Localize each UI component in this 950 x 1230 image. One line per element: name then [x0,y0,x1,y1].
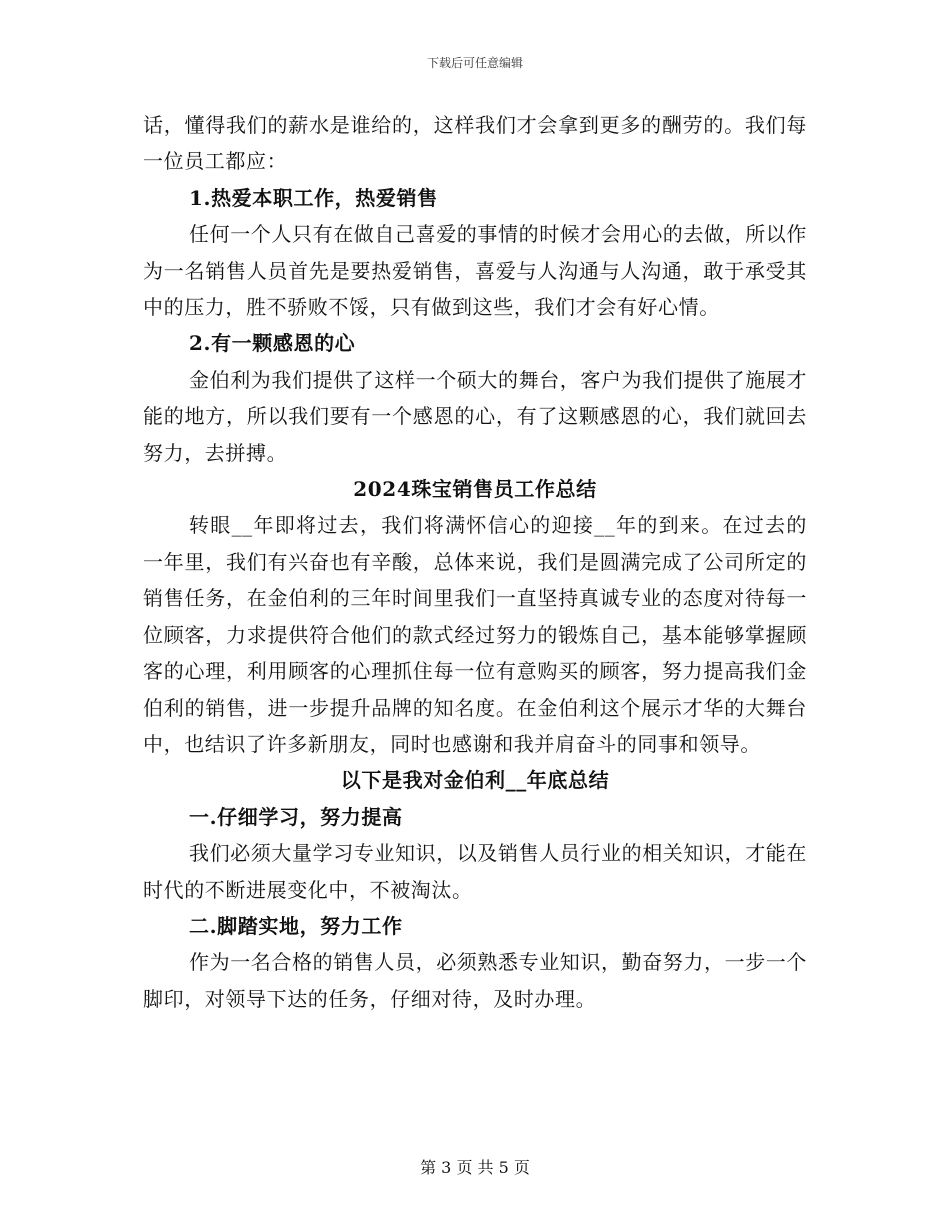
section-heading: 1.热爱本职工作，热爱销售 [189,185,438,210]
page-footer: 第 3 页 共 5 页 [420,1158,530,1177]
section-heading: 二.脚踏实地，努力工作 [189,913,403,938]
paragraph: 任何一个人只有在做自己喜爱的事情的时候才会用心的去做，所以作为一名销售人员首先是要热爱销售，喜爱与人沟通与人沟通，敢于承受其中的压力，胜不骄败不馁，只有做到这些，我们才会有好心情。 [143,222,807,320]
paragraph: 话，懂得我们的薪水是谁给的，这样我们才会拿到更多的酬劳的。我们每一位员工都应： [143,113,807,174]
section-heading: 一.仔细学习，努力提高 [189,804,403,829]
page-header: 下载后可任意编辑 [426,56,523,70]
paragraph: 作为一名合格的销售人员，必须熟悉专业知识，勤奋努力，一步一个脚印，对领导下达的任务，仔细对待，及时办理。 [143,950,807,1011]
paragraph: 金伯利为我们提供了这样一个硕大的舞台，客户为我们提供了施展才能的地方，所以我们要有一个感恩的心，有了这颗感恩的心，我们就回去努力，去拼搏。 [143,367,807,465]
document-title: 2024珠宝销售员工作总结 [353,477,597,502]
paragraph: 我们必须大量学习专业知识，以及销售人员行业的相关知识，才能在时代的不断进展变化中，不被淘汰。 [143,841,807,902]
subtitle: 以下是我对金伯利__年底总结 [340,768,610,793]
section-heading: 2.有一颗感恩的心 [189,331,356,356]
document-body [143,107,807,1017]
paragraph: 转眼__年即将过去，我们将满怀信心的迎接__年的到来。在过去的一年里，我们有兴奋也有辛酸，总体来说，我们是圆满完成了公司所定的销售任务，在金伯利的三年时间里我们一直坚持真诚专业的态度对待每一位顾客，力求提供符合他们的款式经过努力的锻炼自己，基本能够掌握顾客的心理，利用顾客的心理抓住每一位有意购买的顾客，努力提高我们金伯利的销售，进一步提升品牌的知名度。在金伯利这个展示才华的大舞台中，也结识了许多新朋友，同时也感谢和我并肩奋斗的同事和领导。 [143,513,807,756]
